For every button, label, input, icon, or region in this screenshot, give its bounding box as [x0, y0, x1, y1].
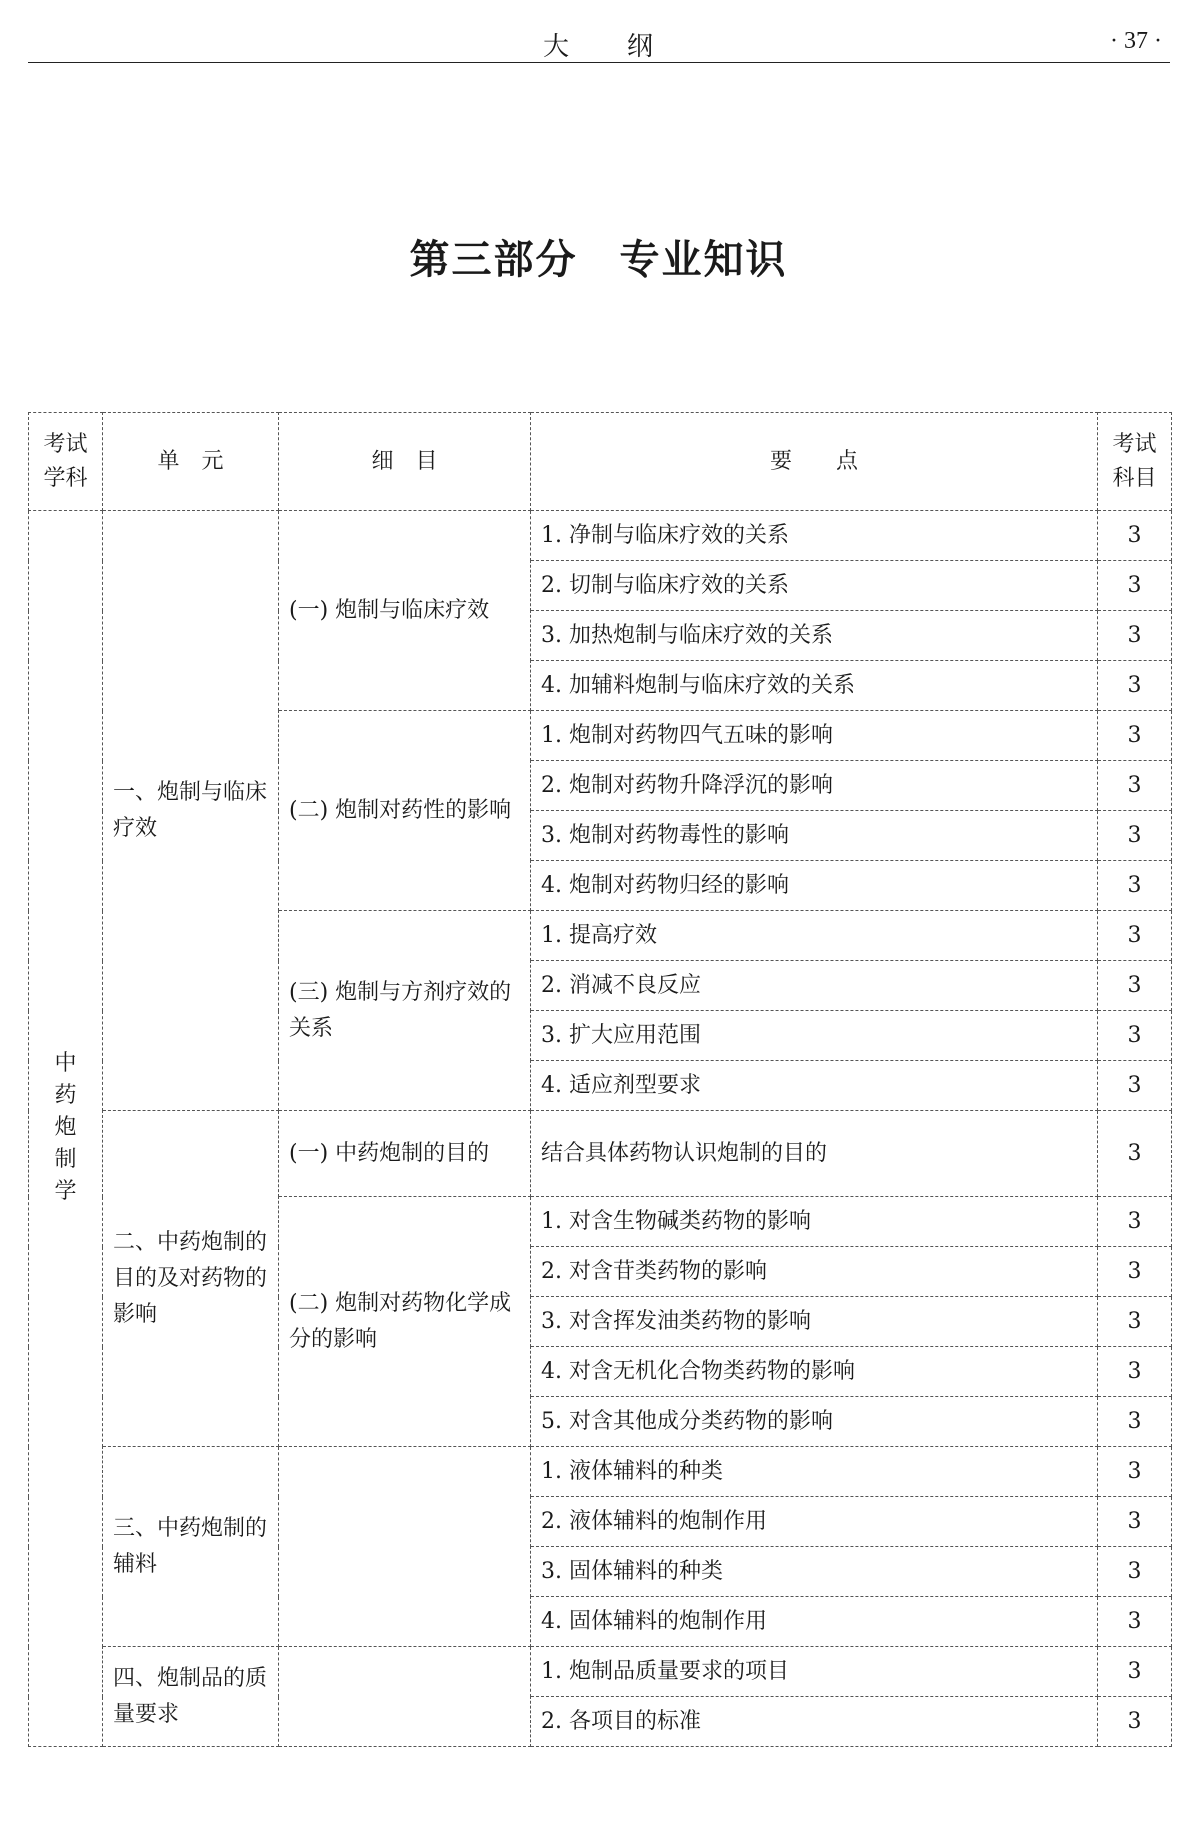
point-cell: 2. 液体辅料的炮制作用: [531, 1497, 1098, 1547]
table-row: [29, 1447, 1172, 1497]
point-cell: 1. 对含生物碱类药物的影响: [531, 1197, 1098, 1247]
exam-cell: 3: [1098, 1597, 1172, 1647]
unit-cell: 一、炮制与临床疗效: [103, 511, 279, 1111]
point-cell: 1. 炮制对药物四气五味的影响: [531, 711, 1098, 761]
detail-cell: (二) 炮制对药物化学成分的影响: [279, 1197, 531, 1447]
detail-cell: [279, 1447, 531, 1647]
point-cell: 5. 对含其他成分类药物的影响: [531, 1397, 1098, 1447]
exam-cell: 3: [1098, 1247, 1172, 1297]
point-cell: 4. 固体辅料的炮制作用: [531, 1597, 1098, 1647]
syllabus-table: [28, 412, 1172, 1747]
exam-cell: 3: [1098, 911, 1172, 961]
exam-cell: 3: [1098, 761, 1172, 811]
point-cell: 1. 炮制品质量要求的项目: [531, 1647, 1098, 1697]
exam-cell: 3: [1098, 661, 1172, 711]
detail-cell: (二) 炮制对药性的影响: [279, 711, 531, 911]
point-cell: 2. 炮制对药物升降浮沉的影响: [531, 761, 1098, 811]
point-cell: 2. 对含苷类药物的影响: [531, 1247, 1098, 1297]
unit-cell: 三、中药炮制的辅料: [103, 1447, 279, 1647]
point-cell: 3. 加热炮制与临床疗效的关系: [531, 611, 1098, 661]
exam-cell: 3: [1098, 511, 1172, 561]
exam-cell: 3: [1098, 861, 1172, 911]
point-cell: 4. 对含无机化合物类药物的影响: [531, 1347, 1098, 1397]
table-row: [29, 1647, 1172, 1697]
exam-cell: 3: [1098, 1297, 1172, 1347]
running-header: [28, 22, 1170, 63]
table-header-row: [29, 413, 1172, 511]
subject-cell: [29, 511, 103, 1747]
point-cell: 结合具体药物认识炮制的目的: [531, 1111, 1098, 1197]
point-cell: 4. 炮制对药物归经的影响: [531, 861, 1098, 911]
exam-cell: 3: [1098, 561, 1172, 611]
point-cell: 3. 炮制对药物毒性的影响: [531, 811, 1098, 861]
point-cell: 3. 固体辅料的种类: [531, 1547, 1098, 1597]
exam-cell: 3: [1098, 1697, 1172, 1747]
point-cell: 2. 切制与临床疗效的关系: [531, 561, 1098, 611]
point-cell: 4. 适应剂型要求: [531, 1061, 1098, 1111]
table-body: [29, 511, 1172, 1747]
subject-label: 中药炮制学: [54, 1050, 77, 1204]
header-point: 要 点: [531, 413, 1098, 511]
exam-cell: 3: [1098, 1347, 1172, 1397]
table-row: [29, 1111, 1172, 1197]
exam-cell: 3: [1098, 1497, 1172, 1547]
header-subject: 考试学科: [29, 413, 103, 511]
exam-cell: 3: [1098, 1547, 1172, 1597]
exam-cell: 3: [1098, 611, 1172, 661]
header-unit: 单 元: [103, 413, 279, 511]
table-row: [29, 511, 1172, 561]
point-cell: 4. 加辅料炮制与临床疗效的关系: [531, 661, 1098, 711]
exam-cell: 3: [1098, 811, 1172, 861]
point-cell: 3. 对含挥发油类药物的影响: [531, 1297, 1098, 1347]
detail-cell: (三) 炮制与方剂疗效的关系: [279, 911, 531, 1111]
detail-cell: [279, 1647, 531, 1747]
exam-cell: 3: [1098, 1647, 1172, 1697]
header-exam: 考试科目: [1098, 413, 1172, 511]
page-number: · 37 ·: [1110, 28, 1162, 54]
exam-cell: 3: [1098, 1197, 1172, 1247]
unit-cell: 四、炮制品的质量要求: [103, 1647, 279, 1747]
point-cell: 1. 提高疗效: [531, 911, 1098, 961]
point-cell: 1. 净制与临床疗效的关系: [531, 511, 1098, 561]
header-detail: 细 目: [279, 413, 531, 511]
part-title: 第三部分 专业知识: [409, 237, 788, 283]
exam-cell: 3: [1098, 1111, 1172, 1197]
exam-cell: 3: [1098, 1061, 1172, 1111]
point-cell: 3. 扩大应用范围: [531, 1011, 1098, 1061]
exam-cell: 3: [1098, 961, 1172, 1011]
detail-cell: (一) 炮制与临床疗效: [279, 511, 531, 711]
exam-cell: 3: [1098, 711, 1172, 761]
exam-cell: 3: [1098, 1011, 1172, 1061]
exam-cell: 3: [1098, 1397, 1172, 1447]
point-cell: 1. 液体辅料的种类: [531, 1447, 1098, 1497]
point-cell: 2. 消减不良反应: [531, 961, 1098, 1011]
exam-cell: 3: [1098, 1447, 1172, 1497]
unit-cell: 二、中药炮制的目的及对药物的影响: [103, 1111, 279, 1447]
header-title: 大 纲: [542, 32, 655, 62]
detail-cell: (一) 中药炮制的目的: [279, 1111, 531, 1197]
point-cell: 2. 各项目的标准: [531, 1697, 1098, 1747]
